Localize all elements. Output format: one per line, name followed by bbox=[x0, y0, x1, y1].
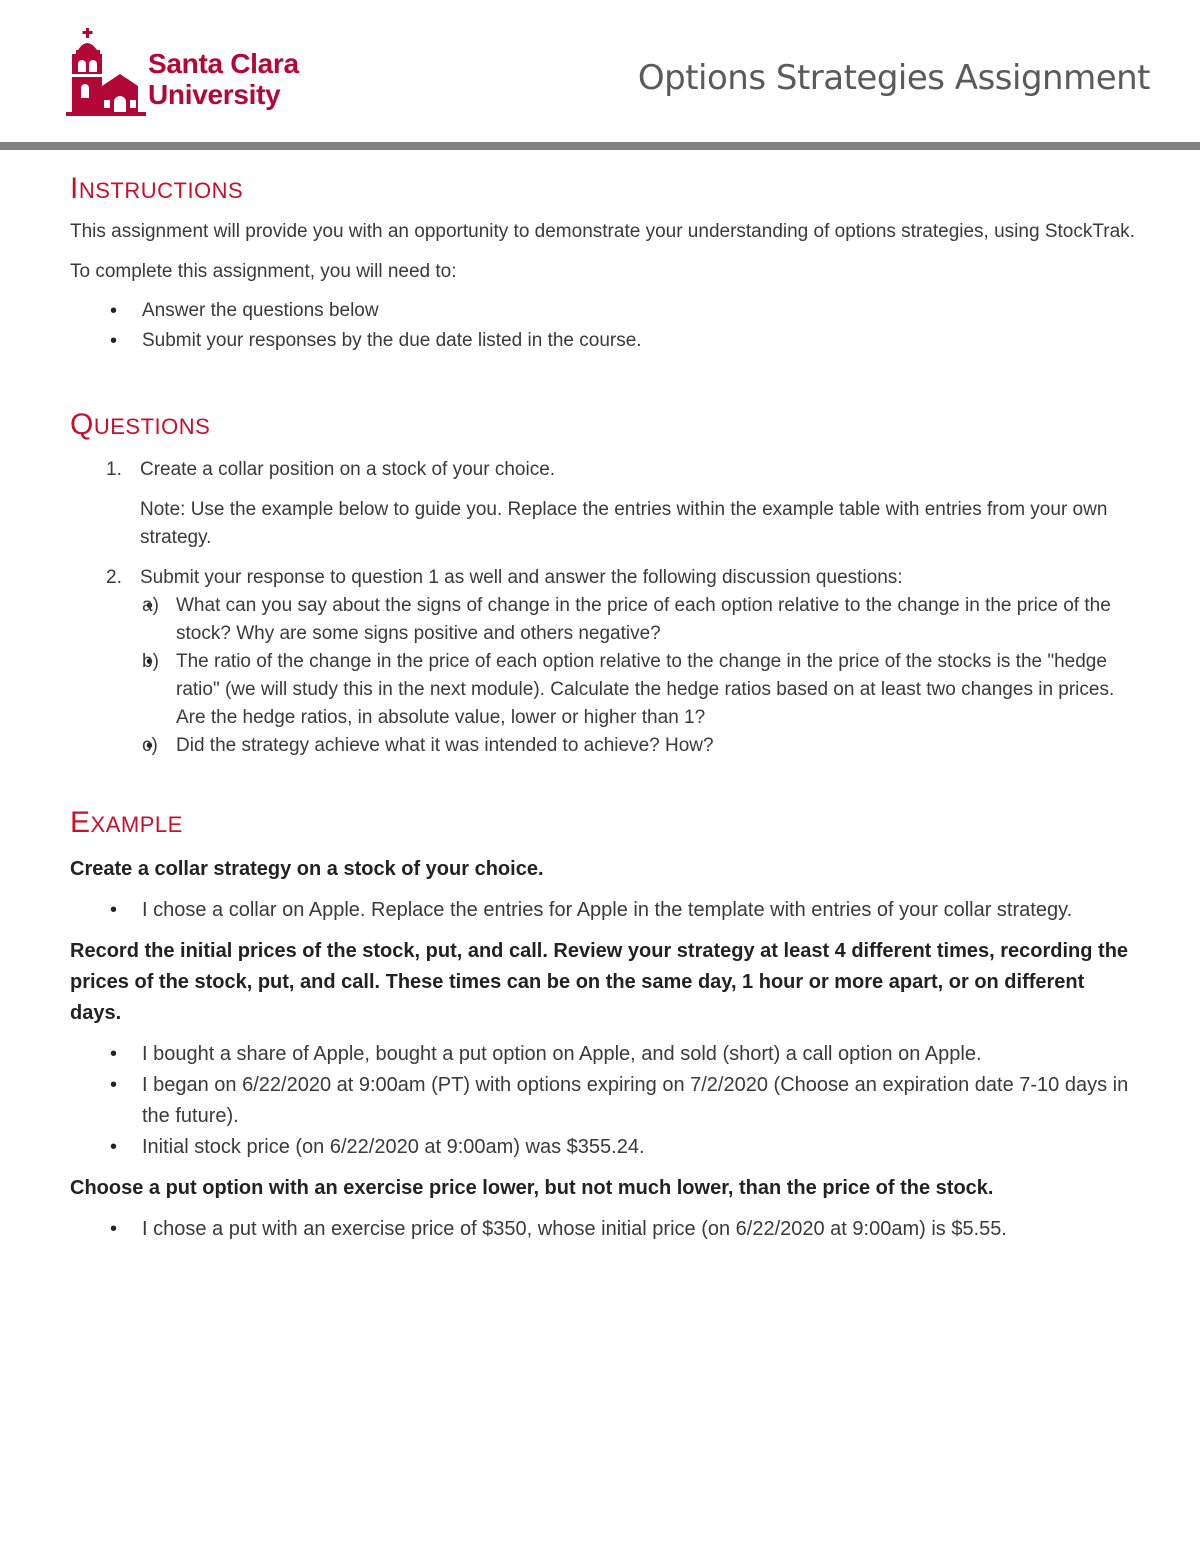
question-text: Create a collar position on a stock of your choice. bbox=[140, 459, 556, 480]
example-step-2: Record the initial prices of the stock, put, and call. Review your strategy at least 4 different times, recording the prices of the stock, put, and call. These times can be on the same day, 1 hour or more apart, or on different days. bbox=[70, 940, 1129, 1024]
heading-initial: Q bbox=[70, 408, 94, 441]
list-item: • Answer the questions below bbox=[70, 296, 1140, 326]
heading-rest: XAMPLE bbox=[90, 812, 183, 837]
list-item: • I chose a collar on Apple. Replace the entries for Apple in the template with entries of your collar strategy. bbox=[70, 895, 1140, 926]
sub-text: What can you say about the signs of change in the price of each option relative to the change in the price of the stock? Why are some signs positive and others negative? bbox=[176, 595, 1111, 644]
document-title: Options Strategies Assignment bbox=[637, 58, 1150, 98]
heading-initial: I bbox=[70, 172, 79, 205]
sub-question-list bbox=[106, 592, 1140, 760]
heading-rest: UESTIONS bbox=[93, 414, 211, 439]
questions-heading bbox=[70, 408, 1140, 442]
sub-text: Did the strategy achieve what it was intended to achieve? How? bbox=[176, 735, 714, 756]
list-item: • I chose a put with an exercise price of $350, whose initial price (on 6/22/2020 at 9:00am) is $5.55. bbox=[70, 1214, 1140, 1245]
document-body bbox=[70, 170, 1140, 1245]
instructions-heading bbox=[70, 172, 1140, 206]
example-heading bbox=[70, 806, 1140, 840]
example-list-2 bbox=[70, 1039, 1140, 1163]
instructions-intro: This assignment will provide you with an opportunity to demonstrate your understanding of options strategies, using StockTrak. bbox=[70, 221, 1135, 242]
sub-letter: • c) bbox=[142, 735, 158, 756]
list-item: • I bought a share of Apple, bought a put option on Apple, and sold (short) a call option on Apple. bbox=[70, 1039, 1140, 1070]
sub-question bbox=[106, 592, 1140, 648]
heading-rest: NSTRUCTIONS bbox=[78, 178, 244, 203]
question-text: Submit your response to question 1 as well and answer the following discussion questions: bbox=[140, 567, 903, 588]
list-item: • Submit your responses by the due date listed in the course. bbox=[70, 326, 1140, 356]
mission-building-icon bbox=[66, 26, 146, 118]
question-note: Note: Use the example below to guide you. Replace the entries within the example table with entries from your own strategy. bbox=[140, 499, 1108, 548]
list-item: • Initial stock price (on 6/22/2020 at 9:00am) was $355.24. bbox=[70, 1132, 1140, 1163]
sub-question bbox=[106, 648, 1140, 732]
page-header bbox=[0, 0, 1200, 152]
university-name bbox=[148, 48, 299, 110]
list-item: • I began on 6/22/2020 at 9:00am (PT) with options expiring on 7/2/2020 (Choose an expiration date 7-10 days in the future). bbox=[70, 1070, 1140, 1132]
example-list-1 bbox=[70, 895, 1140, 926]
logo-line-1: Santa Clara bbox=[148, 48, 299, 79]
example-step-1: Create a collar strategy on a stock of your choice. bbox=[70, 858, 544, 880]
sub-letter: • b) bbox=[142, 651, 159, 672]
example-list-3 bbox=[70, 1214, 1140, 1245]
university-logo bbox=[66, 26, 306, 122]
instructions-lead: To complete this assignment, you will need to: bbox=[70, 261, 457, 282]
instructions-list bbox=[70, 296, 1140, 356]
question-number: 2. bbox=[106, 567, 122, 588]
sub-text: The ratio of the change in the price of each option relative to the change in the price of the stocks is the "hedge ratio" (we will study this in the next module). Calculate the hedge ratios based on at least two changes in prices. Are the hedge ratios, in absolute value, lower or higher than 1? bbox=[176, 651, 1115, 728]
sub-letter: • a) bbox=[142, 595, 159, 616]
example-step-3: Choose a put option with an exercise price lower, but not much lower, than the price of the stock. bbox=[70, 1177, 994, 1199]
question-1 bbox=[70, 456, 1140, 552]
question-2 bbox=[70, 564, 1140, 760]
logo-line-2: University bbox=[148, 79, 281, 110]
sub-question bbox=[106, 732, 1140, 760]
question-number: 1. bbox=[106, 459, 122, 480]
heading-initial: E bbox=[70, 806, 91, 839]
questions-list bbox=[70, 456, 1140, 760]
header-divider bbox=[0, 142, 1200, 150]
